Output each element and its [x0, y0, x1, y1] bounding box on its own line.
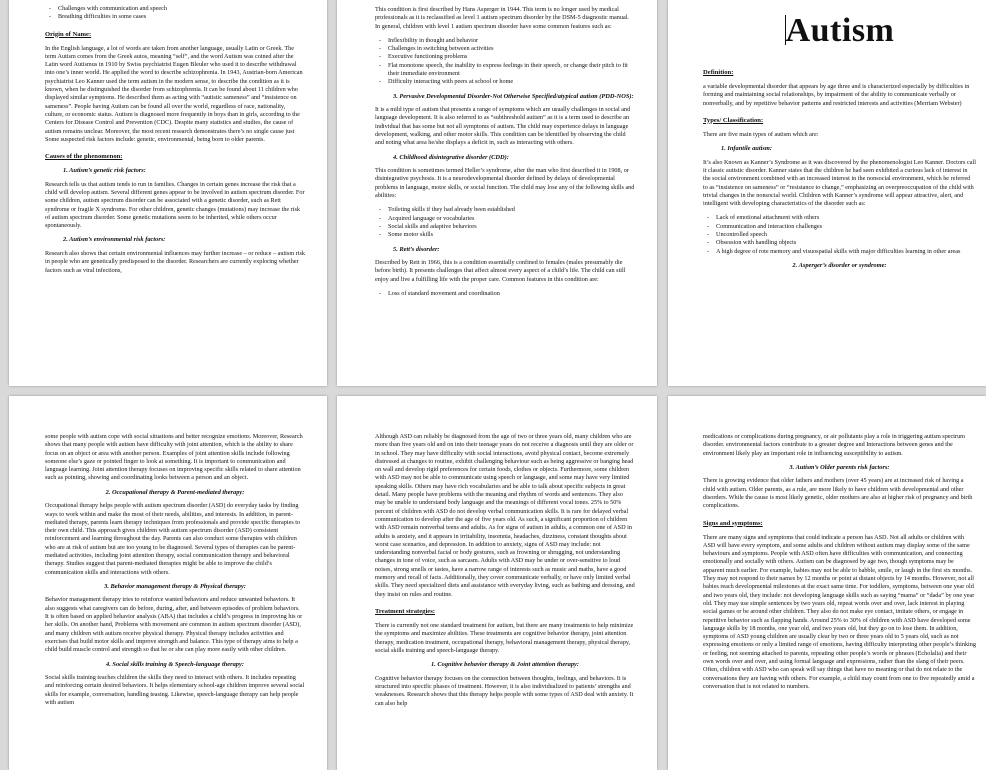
- genetic-subheading: 1. Autism’s genetic risk factors:: [63, 167, 146, 175]
- environmental-paragraph: Research also shows that certain environmental influences may further increase – or reduce – autism risk in people who are genetically predisposed to the disorder. Researchers are currently exploring whether factors such as viral infections,: [45, 249, 305, 274]
- document-page-1[interactable]: [9, 0, 327, 386]
- behavior-subheading: 3. Behavior management therapy & Physical therapy:: [104, 582, 246, 590]
- cognitive-paragraph: Cognitive behavior therapy focuses on the connection between thoughts, feelings, and behaviors. It is structured into specific phases of treatment. However, it is also individualized to patients’ strengths and weaknesses. Research shows that this therapy helps people with some types of ASD deal with anxiety. It can also help: [375, 674, 634, 707]
- pdd-subheading: 3. Pervasive Developmental Disorder-Not Otherwise Specified/atypical autism (PDD-NOS):: [393, 92, 634, 100]
- document-page-4[interactable]: [9, 396, 327, 770]
- pdd-paragraph: It is a mild type of autism that presents a range of symptoms which are usually challenges in social and language development. It is also referred to as “subthreshold autism” as it is a term used to describe an individual that has some but not all symptoms of autism. The child may experience delays in language development, walking, and other motor skills. This condition can be identified by observing the child and noting what area he/she displays a deficit in, such as interacting with others.: [375, 106, 631, 147]
- joint-attention-paragraph: some people with autism cope with social situations and better recognize emotions. Moreover, Research shows that many people with autism have difficulty with joint attention, which is the ability to share focus on an object or area with another person. Examples of joint attention skills include following someone else’s gaze or pointed finger to look at something. It is important to communication and language learning. Joint attention therapy focuses on improving specific skills related to share attention such as pointing, showing and coordinating looks between a person and an object.: [45, 433, 303, 482]
- diagnosis-paragraph: Although ASD can reliably be diagnosed from the age of two or three years old, many children who are more than five years old and on into their teenage years do not receive a diagnosis until they are older or in school. They may have difficulty with social interactions, avoid physical contact, become extremely distressed at changes to routine, exhibit challenging behaviour such as being aggressive or banging head on wall and develop rigid preferences for certain foods, clothes or objects. Furthermore, some children with ASD may not be able to communicate using speech or language, and some may have very limited speaking skills. Others may have rich vocabularies and be able to talk about specific subjects in great detail. Many people have problems with the meaning and rhythm of words and sentences. They also may be unable to understand body language and the meanings of different vocal tones. 25% to 50% percent of children with ASD do not develop verbal communication skills. It is rare for delayed verbal communication to develop after the age of five years old. As such, a significant proportion of children with ASD remain nonverbal teens and adults. As for signs of autism in adults, a common one of ASD in adults is anxiety, and it appears in irritability, insomnia, headaches, dizziness, constant thoughts about worst case scenarios, and depression. In addition to anxiety, signs of ASD may include: not understanding nonverbal facial or body gestures, such as frowning or shrugging, not understanding changes in tone of voice, such as sarcasm. Adults with ASD may be under or over-sensitive to loud noises, strong smells or tastes, have a narrow range of interests such as music and maths, have a good memory and recall of facts. Additionally, they cover communicate verbally, or have only limited verbal skills. They need specialized diets and assistance with everyday living, such as bathing and dressing, and they insist on rules and routine.: [375, 433, 635, 598]
- list-item: - Flat monotone speech, the inability to express feelings in their speech, or change their pitch to fit their immediate environment: [388, 62, 635, 79]
- behavior-paragraph: Behavior management therapy tries to reinforce wanted behaviors and reduce unwanted behaviors. It also suggests what caregivers can do before, during, after, and between episodes of problem behaviors. It is often based on applied behavior analysis (ABA) that includes a child’s progress in improving his or her skills. On another hand, Problems with movement are common in autism spectrum disorder (ASD), and many children with autism receive physical therapy. Physical therapy includes activities and exercises that build motor skills and improve strength and balance. This type of therapy aims to help a child build muscle control and strength so that he or she can play more easily with other children.: [45, 596, 303, 654]
- definition-heading: Definition:: [703, 69, 734, 76]
- infantile-paragraph: It’s also Known as Kanner’s Syndrome as it was discovered by the phenomenologist Leo Kanner. Doctors call it classic autistic disorder. Kanner states that the children he had seen exhibited a curious lack of interest in the social environment combined with an increased interest in the nonsocial environment, which he referred to as “insistence on sameness” or “resistance to change,” emphasizing an overpreoccupation of the child with trivial changes in the nonsocial world. Children with Kanner’s syndrome will appear attractive, alert, and intelligent with developing characteristics of the disorder such as:: [703, 158, 976, 208]
- older-parents-paragraph: There is growing evidence that older fathers and mothers (over 45 years) are at increased risk of having a child with autism. Older parents, as a rule, are more likely to have children with developmental and other disorders. While the cause is most likely genetic, older mothers are also at higher risk of pregnancy and birth complications.: [703, 477, 973, 510]
- environmental-subheading: 2. Autism’s environmental risk factors:: [63, 236, 166, 244]
- types-heading: Types/ Classification:: [703, 116, 764, 124]
- cdd-paragraph: This condition is sometimes termed Heller’s syndrome, after the man who first described it in 1908, or disintegrative psychosis. It is a neurodevelopmental disorder defined by delays of developmental problems in language, motor skills, or social function. The child may lose any of the following skills and abilities:: [375, 167, 635, 200]
- asperger-list: [375, 37, 635, 87]
- social-skills-subheading: 4. Social skills training & Speech-language therapy:: [106, 660, 244, 668]
- list-item: - Challenges in switching between activities: [388, 45, 635, 53]
- list-item: - Lack of emotional attachment with others: [716, 214, 976, 222]
- list-item: - Difficulty interacting with peers at school or home: [388, 78, 635, 86]
- list-item: - Social skills and adaptive behaviors: [388, 223, 635, 231]
- list-item: - Communication and interaction challenges: [716, 223, 976, 231]
- rett-subheading: 5. Rett’s disorder:: [393, 245, 440, 253]
- asperger-paragraph: This condition is first described by Hans Asperger in 1944. This term is no longer used by medical professionals as it is reclassified as level 1 autism spectrum disorder by the DSM-5 diagnostic manual. In general, children with level 1 autism spectrum disorder have some common features such as:: [375, 6, 629, 30]
- document-page-5[interactable]: [337, 396, 657, 770]
- list-item: - Breathing difficulties in some cases: [58, 13, 305, 21]
- rett-list: [375, 290, 635, 298]
- definition-paragraph: a variable developmental disorder that appears by age three and is characterized especially by difficulties in forming and maintaining social relationships, by impairment of the ability to communicate verbally or nonverbally, and by repetitive behavior patterns and restricted interests and activities (Merriam Webster): [703, 83, 970, 107]
- signs-paragraph: There are many signs and symptoms that could indicate a person has ASD. Not all adults or children with ASD will have every symptom, and some adults and children without autism may display some of the same behaviours and symptoms. People with ASD often have difficulties with communication, and connecting emotionally and socially with others. Autism can be diagnosed by age two, though symptoms may be apparent much earlier. For example, babies may not be able to babble, smile, or laugh in the first six months. They may not respond to their names by 12 months or point at distant objects by 14 months. However, not all babies reach developmental milestones at the exact same time. For toddlers, symptoms, between one year old and two years old, they include: not developing language skills such as saying “mama” or “dada” by one year old. They may use simple sentences by two years old, repeat words over and over, lack interest in playing social games or be around other children. They also do not make eye contact, imitate others, or engage in repetitive behavior such as flapping hands. Around 25% to 30% of children with ASD have developed some language skills by 18 months, one year old, and two years old, but they go on to lose them. In addition, symptoms of ASD young children are usually clear by two or three years old to 5 years old, such as not expressing emotions or only a limited range of emotions, having difficulty interpreting other people’s thinking or feeling, not seeming attached to parents, repeating other people’s words or phrases (Echolalia) and their own words over and over, and using formal language and expressions, rather than the slang of their peers. Often, children with ASD who can speak will say things that have no meaning or that do not relate to the conversations they are having with others. For example, a child may count from one to five repeatedly amid a conversation that is not related to numbers.: [703, 533, 976, 690]
- title-text: Autism: [785, 12, 895, 49]
- list-item: - Some motor skills: [388, 231, 635, 239]
- cdd-list: [375, 206, 635, 239]
- document-page-3[interactable]: [668, 0, 986, 386]
- list-item: - A high degree of rote memory and visuospatial skills with major difficulties learning in other areas: [716, 248, 976, 256]
- occupational-subheading: 2. Occupational therapy & Parent-mediated therapy:: [105, 488, 245, 496]
- asperger-subheading: 2. Asperger’s disorder or syndrome:: [792, 261, 887, 269]
- list-item: - Challenges with communication and speech: [58, 5, 305, 13]
- occupational-paragraph: Occupational therapy helps people with autism spectrum disorder (ASD) do everyday tasks by finding ways to work within and make the most of their needs, abilities, and interests. In addition, in parent-mediated therapy, parents learn therapy techniques from professionals and provide specific therapies to their own child. This approach gives children with autism spectrum disorder (ASD) consistent reinforcement and learning throughout the day. Parents can also conduct some therapies with children who are at risk of autism but are too young to be diagnosed. Several types of therapies can be parent-mediated activities, including joint attention therapy, social communication therapy and behavioral therapy. Studies suggest that parent-mediated therapies might be able to improve the child’s communication skills and interactions with others.: [45, 502, 301, 576]
- types-intro: There are five main types of autism which are:: [703, 130, 819, 138]
- list-item: - Obsession with handling objects: [716, 239, 976, 247]
- document-title[interactable]: [703, 12, 976, 50]
- environmental-cont-paragraph: medications or complications during pregnancy, or air pollutants play a role in triggering autism spectrum disorder. environmental factors contribute to a greater degree and Interactions between genes and the environment likely play an important role in influencing susceptibility to autism.: [703, 433, 965, 457]
- list-item: - Toileting skills if they had already been established: [388, 206, 635, 214]
- symptom-list: [45, 5, 305, 22]
- list-item: - Loss of standard movement and coordination: [388, 290, 635, 298]
- list-item: - Uncontrolled speech: [716, 231, 976, 239]
- cognitive-subheading: 1. Cognitive behavior therapy & Joint attention therapy:: [430, 661, 580, 669]
- list-item: - Executive functioning problems: [388, 53, 635, 61]
- list-item: - Acquired language or vocabularies: [388, 215, 635, 223]
- rett-paragraph: Described by Rett in 1966, this is a condition essentially confined to females (males presumably die before birth). It presents challenges that affect almost every aspect of a child’s life. The child can still enjoy and live a fulfilling life with the proper care. Common features in this condition are:: [375, 259, 626, 283]
- genetic-paragraph: Research tells us that autism tends to run in families. Changes in certain genes increase the risk that a child will develop autism. Several different genes appear to be involved in autism spectrum disorder. For some children, autism spectrum disorder can be associated with a genetic disorder, such as Rett syndrome or fragile X syndrome. For other children, genetic changes (mutations) may increase the risk of autism spectrum disorder. Some genetic mutations seem to be inherited, while others occur spontaneously.: [45, 180, 305, 230]
- treatment-heading: Treatment strategies:: [375, 607, 435, 615]
- treatment-paragraph: There is currently not one standard treatment for autism, but there are many treatments to help minimize the symptoms and maximize abilities. These treatments are cognitive behavior therapy, joint attention therapy, medication treatment, occupational therapy, behavioral management therapy, physical therapy, social skills training and speech-language therapy.: [375, 621, 634, 654]
- cdd-subheading: 4. Childhood disintegrative disorder (CDD):: [393, 153, 509, 161]
- list-item: - Inflexibility in thought and behavior: [388, 37, 635, 45]
- social-skills-paragraph: Social skills training teaches children the skills they need to interact with others. It includes repeating and reinforcing certain desired behaviors. It helps elementary school-age children improve several social skills for example, conversation, handling teasing. Likewise, speech-language therapy can help people with autism: [45, 674, 305, 706]
- infantile-list: [703, 214, 976, 255]
- older-parents-subheading: 3. Autism’s Older parents risk factors:: [789, 463, 890, 471]
- document-page-2[interactable]: [337, 0, 657, 386]
- origin-paragraph: In the English language, a lot of words are taken from another language, usually Latin or Greek. The term Autism comes from the Greek autos, meaning “self”, and the word Autism was coined after the Latin word Autismus in 1910 by Swiss psychiatrist Eugen Bleuler who used it to describe withdrawal into one’s inner world. He applied the word to describe schizophrenia. In 1943, Austrian-born American psychiatrist Leo Kanner used the term autism in the modern sense, to describe the condition as it is known, when he distinguished the disorder from schizophrenia. It can be found about 11 children who displayed similar symptoms. He described them as acting with “autistic sameness” and “insistence on sameness”. People having Autism can be found all over the world, regardless of race, nationality, culture, or economic status. Autism is diagnosed more frequently in boys than in girls, according to the Centers for Disease Control and Prevention (CDC). Despite many statistics and studies, the cause of autism remains unclear. Moreover, the most recent research demonstrates there’s no single cause just Some suspected risk factors include: genetic, environmental, being born to older parents.: [45, 44, 303, 143]
- infantile-subheading: 1. Infantile autism:: [721, 145, 772, 153]
- origin-heading: Origin of Name:: [45, 30, 92, 38]
- signs-heading: Signs and symptoms:: [703, 519, 763, 527]
- causes-heading: Causes of the phenomenon:: [45, 153, 123, 161]
- document-page-6[interactable]: [668, 396, 986, 770]
